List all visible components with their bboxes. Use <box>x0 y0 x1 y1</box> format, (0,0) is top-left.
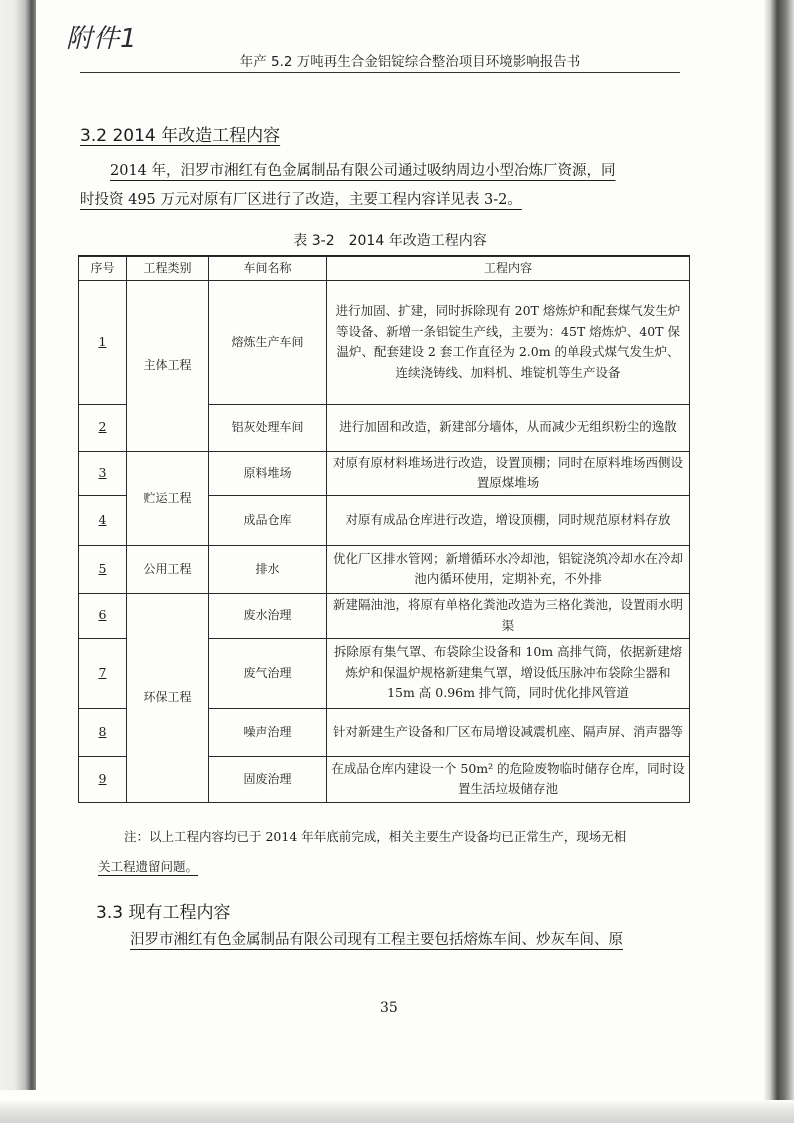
row-number: 5 <box>79 545 127 593</box>
header-category: 工程类别 <box>127 257 209 281</box>
workshop-cell: 熔炼生产车间 <box>209 280 327 404</box>
section-3-2-para-line2: 时投资 495 万元对原有厂区进行了改造，主要工程内容详见表 3-2。 <box>80 192 522 208</box>
table-note-line1: 注：以上工程内容均已于 2014 年年底前完成，相关主要生产设备均已正常生产，现场无相 <box>124 829 627 844</box>
page-number: 35 <box>380 1000 398 1016</box>
section-3-3-title: 3.3 现有工程内容 <box>96 903 231 923</box>
running-header: 年产 5.2 万吨再生合金铝锭综合整治项目环境影响报告书 <box>239 54 581 70</box>
content-cell: 进行加固、扩建，同时拆除现有 20T 熔炼炉和配套煤气发生炉等设备、新增一条铝锭生产线，主要为：45T 熔炼炉、40T 保温炉、配套建设 2 套工作直径为 2.0m 的单段式煤气发生炉、连续浇铸线、加料机、堆锭机等生产设备 <box>327 280 690 404</box>
workshop-cell: 固废治理 <box>209 756 327 802</box>
content-cell: 对原有原材料堆场进行改造，设置顶棚；同时在原料堆场西侧设置原煤堆场 <box>327 451 690 495</box>
table-row <box>79 593 690 638</box>
row-number: 3 <box>79 451 127 495</box>
row-number: 7 <box>79 638 127 708</box>
scan-shadow-left <box>0 0 36 1090</box>
workshop-cell: 铝灰处理车间 <box>209 404 327 451</box>
content-cell: 进行加固和改造，新建部分墙体，从而减少无组织粉尘的逸散 <box>327 404 690 451</box>
workshop-cell: 噪声治理 <box>209 708 327 756</box>
section-3-2-title: 3.2 2014 年改造工程内容 <box>80 126 281 146</box>
content-cell: 针对新建生产设备和厂区布局增设减震机座、隔声屏、消声器等 <box>327 708 690 756</box>
table-row <box>79 451 690 495</box>
header-content: 工程内容 <box>327 257 690 281</box>
scan-shadow-bottom <box>0 1101 794 1123</box>
workshop-cell: 成品仓库 <box>209 495 327 545</box>
scan-shadow-right <box>764 0 794 1100</box>
row-number: 6 <box>79 593 127 638</box>
header-rule <box>80 72 680 73</box>
table-note-line2: 关工程遗留问题。 <box>98 859 199 874</box>
workshop-cell: 排水 <box>209 545 327 593</box>
content-cell: 在成品仓库内建设一个 50m² 的危险废物临时储存仓库，同时设置生活垃圾储存池 <box>327 756 690 802</box>
content-cell: 拆除原有集气罩、布袋除尘设备和 10m 高排气筒，依据新建熔炼炉和保温炉规格新建集气罩，增设低压脉冲布袋除尘器和 15m 高 0.96m 排气筒，同时优化排风管道 <box>327 638 690 708</box>
category-cell: 贮运工程 <box>127 451 209 545</box>
section-3-2-para-line1: 2014 年，汨罗市湘红有色金属制品有限公司通过吸纳周边小型冶炼厂资源，同 <box>110 163 616 179</box>
row-number: 4 <box>79 495 127 545</box>
category-cell: 公用工程 <box>127 545 209 593</box>
row-number: 8 <box>79 708 127 756</box>
table-caption: 表 3-2 2014 年改造工程内容 <box>293 233 487 249</box>
header-workshop: 车间名称 <box>209 257 327 281</box>
content-cell: 新建隔油池，将原有单格化粪池改造为三格化粪池，设置雨水明渠 <box>327 593 690 638</box>
workshop-cell: 废气治理 <box>209 638 327 708</box>
workshop-cell: 废水治理 <box>209 593 327 638</box>
engineering-table <box>78 256 690 803</box>
handwritten-mark: 附件1 <box>66 24 138 54</box>
row-number: 2 <box>79 404 127 451</box>
section-3-3-para-line1: 汨罗市湘红有色金属制品有限公司现有工程主要包括熔炼车间、炒灰车间、原 <box>130 932 623 948</box>
row-number: 9 <box>79 756 127 802</box>
row-number: 1 <box>79 280 127 404</box>
workshop-cell: 原料堆场 <box>209 451 327 495</box>
content-cell: 对原有成品仓库进行改造，增设顶棚，同时规范原材料存放 <box>327 495 690 545</box>
table-row <box>79 280 690 404</box>
category-cell: 环保工程 <box>127 593 209 802</box>
table-row <box>79 545 690 593</box>
header-no: 序号 <box>79 257 127 281</box>
table-header-row <box>79 257 690 281</box>
content-cell: 优化厂区排水管网；新增循环水冷却池，铝锭浇筑冷却水在冷却池内循环使用，定期补充，不外排 <box>327 545 690 593</box>
category-cell: 主体工程 <box>127 280 209 451</box>
